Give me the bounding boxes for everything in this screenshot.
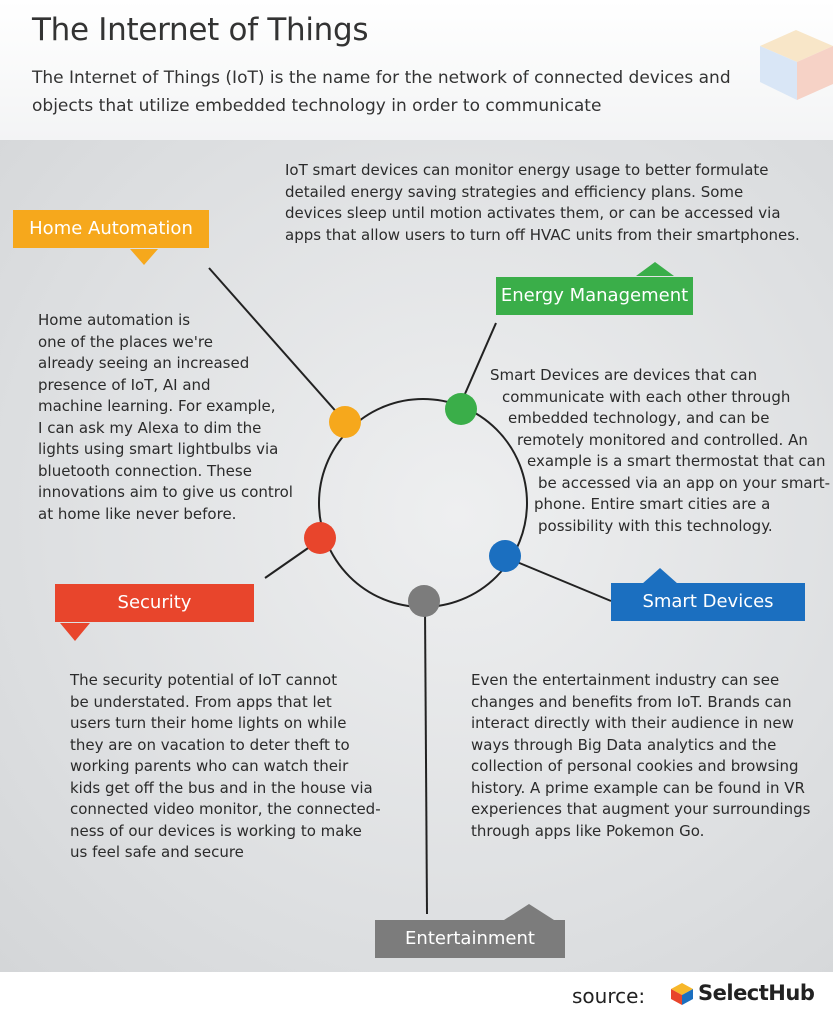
home-description: Home automation is one of the places we're already seeing an increased presence of IoT, AI and machine learning. For example, I can ask my Alexa to dim the lights using smart lightbulbs via bluetooth connection. These innovations aim to give us control at home like never before.	[38, 311, 293, 523]
devices-description: Smart Devices are devices that can communicate with each other through embedded technology, and can be remotely monitored and controlled. An example is a smart thermostat that can be accessed via an app on your smart- phone. Entire smart cities are a possibility with this technology.	[490, 366, 831, 535]
entertainment-connector	[425, 608, 427, 914]
energy-description: IoT smart devices can monitor energy usage to better formulate detailed energy saving strategies and efficiency plans. Some devices sleep until motion activates them, or can be accessed via apps that allow users to turn off HVAC units from their smartphones.	[285, 161, 800, 244]
entertainment-pointer	[504, 904, 554, 920]
security-connector	[265, 546, 311, 578]
selecthub-logo-icon	[670, 982, 694, 1006]
devices-connector	[517, 562, 611, 601]
source-label: source:	[572, 984, 646, 1008]
page-subtitle: The Internet of Things (IoT) is the name for the network of connected devices and objects that utilize embedded technology in order to communicate	[32, 68, 731, 116]
security-label: Security	[55, 584, 254, 622]
entertainment-description: Even the entertainment industry can see changes and benefits from IoT. Brands can interact directly with their audience in new ways through Big Data analytics and the collection of personal cookies and browsing history. A prime example can be found in VR experiences that augment your surroundings through apps like Pokemon Go.	[471, 671, 811, 840]
security-pointer	[60, 623, 90, 641]
home-pointer	[130, 249, 158, 265]
devices-node	[489, 540, 521, 572]
smart-devices-label: Smart Devices	[611, 583, 805, 621]
page-title: The Internet of Things	[32, 12, 369, 48]
security-description: The security potential of IoT cannot be understated. From apps that let users turn their home lights on while they are on vacation to deter theft to working parents who can watch their kids get off the bus and in the house via connected video monitor, the connected- ness of our devices is working to make us feel safe and secure	[70, 671, 381, 861]
entertainment-node	[408, 585, 440, 617]
energy-pointer	[636, 262, 674, 276]
brand-name: SelectHub	[698, 981, 815, 1005]
energy-management-label: Energy Management	[496, 277, 693, 315]
home-automation-label: Home Automation	[13, 210, 209, 248]
entertainment-label: Entertainment	[375, 920, 565, 958]
devices-pointer	[642, 568, 678, 584]
